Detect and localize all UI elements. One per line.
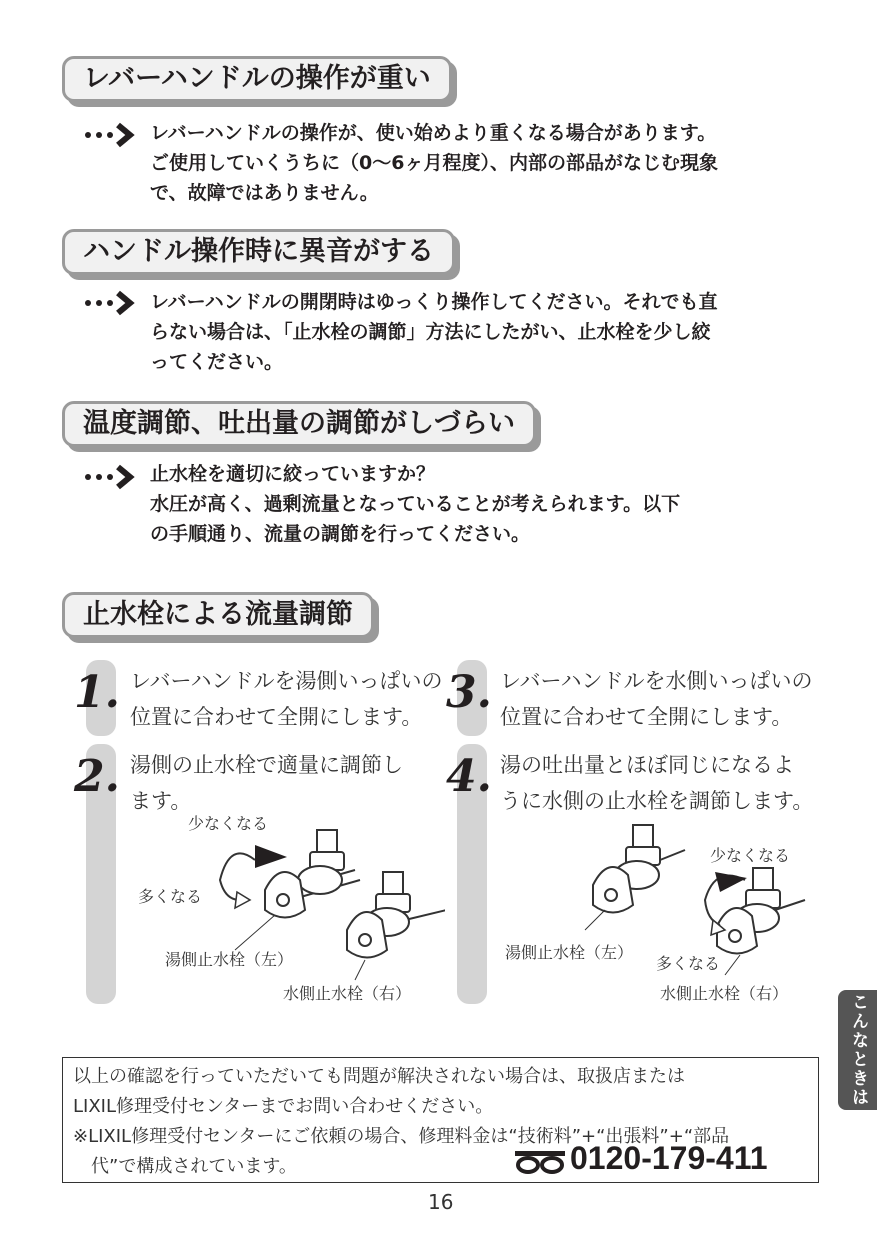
phone-number[interactable]: 0120-179-411 — [570, 1140, 768, 1176]
section-body: レバーハンドルの開閉時はゆっくり操作してください。それでも直 らない場合は、「止水栓の調節」方法にしたがい、止水栓を少し絞 ってください。 — [150, 291, 718, 373]
left-hot-valve-label: 湯側止水栓（左） — [165, 950, 294, 969]
right-more-label: 多くなる — [656, 954, 721, 973]
procedure-heading: 止水栓による流量調節 — [62, 592, 374, 638]
left-cold-valve-label: 水側止水栓（右） — [283, 984, 412, 1003]
right-cold-valve-label: 水側止水栓（右） — [660, 984, 789, 1003]
step-number-1: 1. — [74, 667, 120, 718]
right-less-label: 少なくなる — [710, 846, 791, 865]
left-less-label: 少なくなる — [188, 814, 269, 833]
step-text-1: レバーハンドルを湯側いっぱいの 位置に合わせて全開にします。 — [130, 669, 443, 729]
section-body: 止水栓を適切に絞っていますか？ 水圧が高く、過剰流量となっていることが考えられます。以下 の手順通り、流量の調節を行ってください。 — [150, 463, 681, 545]
section-heading-heavy-lever: レバーハンドルの操作が重い — [62, 56, 452, 102]
step-number-2: 2. — [74, 751, 120, 802]
page-number: 16 — [428, 1190, 454, 1214]
dots-arrow-icon — [84, 464, 140, 490]
step-text-2: 湯側の止水栓で適量に調節し ます。 — [130, 753, 403, 813]
section-body: レバーハンドルの操作が、使い始めより重くなる場合があります。 ご使用していくうちに（0〜6ヶ月程度）、内部の部品がなじむ現象 で、故障ではありません。 — [150, 122, 718, 204]
free-dial-icon — [514, 1150, 566, 1174]
section-heading-noise: ハンドル操作時に異音がする — [62, 229, 455, 275]
step-text-4: 湯の吐出量とほぼ同じになるよ うに水側の止水栓を調節します。 — [500, 753, 814, 813]
side-tab-troubleshooting[interactable]: こんなときは — [838, 990, 877, 1110]
step-number-4: 4. — [446, 751, 492, 802]
step-text-3: レバーハンドルを水側いっぱいの 位置に合わせて全開にします。 — [500, 669, 813, 729]
dots-arrow-icon — [84, 122, 140, 148]
contact-notice-box: 以上の確認を行っていただいても問題が解決されない場合は、取扱店または LIXIL修理受付センターまでお問い合わせください。 ※LIXIL修理受付センターにご依頼の場合、修理料金は“技術料”+“出張料”+“部品 代”で構成されています。 — [62, 1057, 819, 1183]
step-number-3: 3. — [446, 667, 492, 718]
dots-arrow-icon — [84, 290, 140, 316]
section-heading-temperature: 温度調節、吐出量の調節がしづらい — [62, 401, 536, 447]
right-hot-valve-label: 湯側止水栓（左） — [505, 943, 634, 962]
left-more-label: 多くなる — [138, 887, 203, 906]
